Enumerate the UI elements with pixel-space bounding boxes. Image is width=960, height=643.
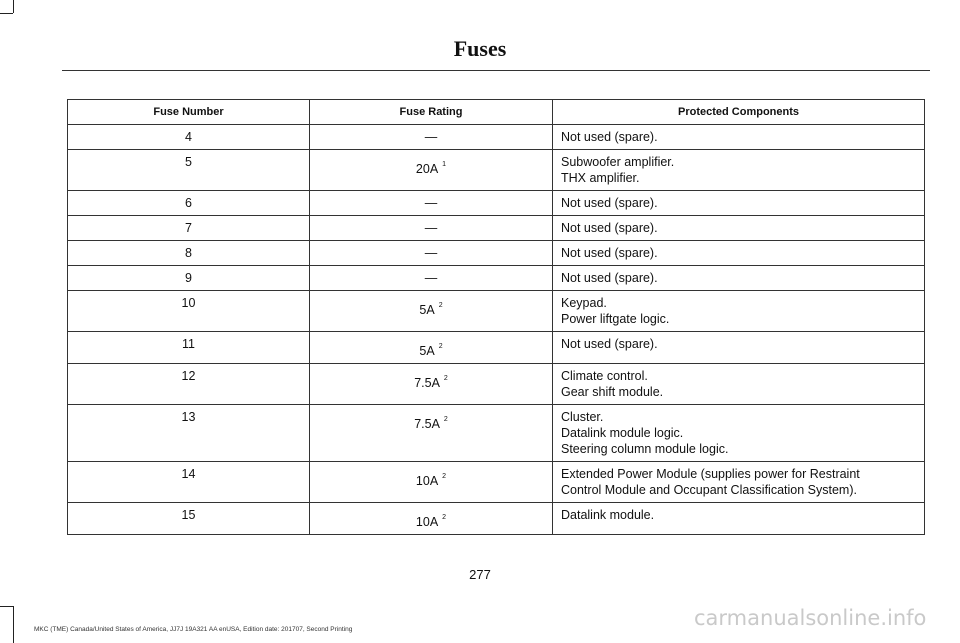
component-line: Not used (spare). (561, 130, 658, 144)
fuse-rating-value: 20A (415, 162, 439, 176)
component-line: Not used (spare). (561, 246, 658, 260)
component-line: Climate control. (561, 369, 648, 383)
component-line: Control Module and Occupant Classification System). (561, 483, 857, 497)
fuse-number-cell: 4 (68, 125, 310, 150)
header-fuse-rating: Fuse Rating (310, 100, 553, 125)
footnote-marker: 1 (442, 161, 447, 168)
component-line: Not used (spare). (561, 196, 658, 210)
fuse-rating-value: — (424, 221, 438, 235)
protected-components-cell (553, 503, 925, 535)
component-line: Keypad. (561, 296, 607, 310)
component-line: Power liftgate logic. (561, 312, 670, 326)
component-line: Cluster. (561, 410, 604, 424)
component-line: Not used (spare). (561, 271, 658, 285)
fuse-number-cell: 8 (68, 241, 310, 266)
protected-components-cell (553, 125, 925, 150)
fuse-rating-value: — (424, 196, 438, 210)
table-header-row (68, 100, 925, 125)
protected-components-cell (553, 405, 925, 462)
watermark: carmanualsonline.info (694, 606, 927, 630)
component-line: Datalink module logic. (561, 426, 684, 440)
component-line: Subwoofer amplifier. (561, 155, 675, 169)
crop-mark-top-left-v (13, 0, 14, 13)
protected-components-cell (553, 266, 925, 291)
protected-components-cell (553, 291, 925, 332)
protected-components-cell (553, 150, 925, 191)
fuse-rating-cell (310, 241, 553, 266)
fuse-number-cell: 5 (68, 150, 310, 191)
table-row (68, 462, 925, 503)
fuse-rating-cell (310, 291, 553, 332)
component-line: THX amplifier. (561, 171, 640, 185)
table-row (68, 241, 925, 266)
protected-components-cell (553, 462, 925, 503)
component-line: Not used (spare). (561, 337, 658, 351)
fuse-rating-value: 10A (415, 515, 439, 529)
fuse-rating-cell (310, 462, 553, 503)
table-row (68, 405, 925, 462)
crop-mark-bottom-left-v (13, 606, 14, 643)
component-line: Gear shift module. (561, 385, 664, 399)
fuse-rating-cell (310, 364, 553, 405)
table-row (68, 191, 925, 216)
crop-mark-top-left-h (0, 13, 13, 14)
fuse-number-cell: 7 (68, 216, 310, 241)
fuse-rating-value: 7.5A (414, 376, 440, 390)
table-row (68, 216, 925, 241)
protected-components-cell (553, 191, 925, 216)
fuse-rating-cell (310, 332, 553, 364)
footnote-marker: 2 (442, 514, 447, 521)
page-number: 277 (469, 567, 491, 582)
fuse-rating-cell (310, 503, 553, 535)
page-title: Fuses (453, 36, 507, 61)
fuse-number-cell: 11 (68, 332, 310, 364)
protected-components-cell (553, 332, 925, 364)
fuse-rating-cell (310, 216, 553, 241)
fuse-number-cell: 13 (68, 405, 310, 462)
footnote-marker: 2 (443, 416, 448, 423)
footnote-marker: 2 (442, 473, 447, 480)
fuse-rating-cell (310, 266, 553, 291)
crop-mark-bottom-left-h (0, 606, 13, 607)
table-row (68, 364, 925, 405)
table-row (68, 125, 925, 150)
fuse-number-cell: 15 (68, 503, 310, 535)
footer-text: MKC (TME) Canada/United States of America, JJ7J 19A321 AA enUSA, Edition date: 201707, Second Printing (34, 626, 353, 633)
fuse-rating-value: 7.5A (414, 417, 440, 431)
table-row (68, 266, 925, 291)
fuse-rating-value: — (424, 271, 438, 285)
fuse-number-cell: 14 (68, 462, 310, 503)
table-row (68, 150, 925, 191)
fuse-rating-value: — (424, 130, 438, 144)
component-line: Not used (spare). (561, 221, 658, 235)
fuse-table (67, 99, 925, 535)
fuse-number-cell: 6 (68, 191, 310, 216)
fuse-number-cell: 9 (68, 266, 310, 291)
header-protected-components: Protected Components (553, 100, 925, 125)
protected-components-cell (553, 216, 925, 241)
protected-components-cell (553, 241, 925, 266)
fuse-rating-cell (310, 405, 553, 462)
fuse-rating-cell (310, 191, 553, 216)
fuse-rating-value: 5A (419, 344, 435, 358)
table-row (68, 332, 925, 364)
fuse-rating-cell (310, 125, 553, 150)
component-line: Extended Power Module (supplies power for Restraint (561, 467, 860, 481)
fuse-rating-cell (310, 150, 553, 191)
footnote-marker: 2 (438, 302, 443, 309)
table-row (68, 503, 925, 535)
component-line: Steering column module logic. (561, 442, 729, 456)
component-line: Datalink module. (561, 508, 655, 522)
footnote-marker: 2 (443, 375, 448, 382)
table-row (68, 291, 925, 332)
header-fuse-number: Fuse Number (68, 100, 310, 125)
fuse-rating-value: 10A (415, 474, 439, 488)
fuse-number-cell: 10 (68, 291, 310, 332)
fuse-number-cell: 12 (68, 364, 310, 405)
fuse-rating-value: 5A (419, 303, 435, 317)
fuse-rating-value: — (424, 246, 438, 260)
protected-components-cell (553, 364, 925, 405)
title-divider (62, 70, 930, 71)
footnote-marker: 2 (438, 343, 443, 350)
